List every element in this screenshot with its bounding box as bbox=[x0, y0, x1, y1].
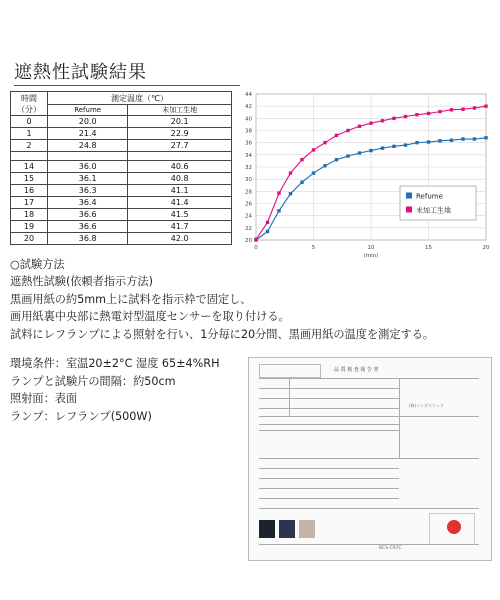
time-cell: 17 bbox=[11, 197, 48, 209]
method-line: 黒画用紙の約5mm上に試料を指示枠で固定し、 bbox=[10, 292, 252, 306]
data-point-untreated bbox=[404, 115, 407, 118]
refume-cell: 36.0 bbox=[48, 161, 128, 173]
untreated-cell: 42.0 bbox=[128, 233, 232, 245]
y-tick-label: 24 bbox=[245, 213, 252, 220]
results-table bbox=[10, 91, 232, 245]
time-cell: 18 bbox=[11, 209, 48, 221]
report-seal-icon bbox=[447, 520, 461, 534]
data-point-untreated bbox=[369, 122, 372, 125]
time-cell: 14 bbox=[11, 161, 48, 173]
y-tick-label: 20 bbox=[245, 238, 252, 244]
inspection-report-image bbox=[248, 357, 492, 561]
table-row bbox=[11, 161, 232, 173]
legend-label: 未加工生地 bbox=[416, 206, 451, 215]
y-tick-label: 30 bbox=[245, 177, 252, 184]
y-tick-label: 44 bbox=[245, 92, 252, 98]
refume-column-header: Refume bbox=[48, 105, 128, 116]
page-title: 遮熱性試験結果 bbox=[14, 62, 147, 83]
data-point-untreated bbox=[254, 238, 257, 241]
data-point-refume bbox=[358, 151, 361, 154]
data-point-refume bbox=[335, 158, 338, 161]
report-divider bbox=[399, 378, 400, 458]
method-description bbox=[10, 273, 434, 343]
untreated-cell: 20.1 bbox=[128, 116, 232, 128]
refume-cell: 36.3 bbox=[48, 185, 128, 197]
table-row bbox=[11, 209, 232, 221]
refume-cell: 21.4 bbox=[48, 128, 128, 140]
report-divider bbox=[289, 378, 290, 416]
data-point-refume bbox=[266, 230, 269, 233]
untreated-cell: 22.9 bbox=[128, 128, 232, 140]
data-point-refume bbox=[369, 149, 372, 152]
x-tick-label: 20 bbox=[482, 245, 490, 251]
data-point-refume bbox=[346, 154, 349, 157]
table-row bbox=[11, 185, 232, 197]
data-point-untreated bbox=[312, 148, 315, 151]
report-rule bbox=[259, 378, 479, 379]
data-point-refume bbox=[427, 140, 430, 143]
data-point-untreated bbox=[323, 141, 326, 144]
report-stamp-box bbox=[259, 364, 321, 378]
fabric-swatch-black bbox=[259, 520, 275, 538]
data-point-refume bbox=[450, 139, 453, 142]
untreated-cell: 41.1 bbox=[128, 185, 232, 197]
report-rule bbox=[259, 416, 479, 417]
refume-cell: 24.8 bbox=[48, 140, 128, 152]
y-tick-label: 34 bbox=[245, 152, 252, 159]
time-cell: 20 bbox=[11, 233, 48, 245]
report-rule bbox=[259, 468, 399, 469]
table-row bbox=[11, 233, 232, 245]
legend-swatch bbox=[406, 207, 412, 213]
legend-label: Refume bbox=[416, 192, 443, 201]
untreated-cell: 27.7 bbox=[128, 140, 232, 152]
report-rule bbox=[259, 424, 399, 425]
untreated-cell: 40.6 bbox=[128, 161, 232, 173]
y-tick-label: 22 bbox=[245, 225, 252, 232]
data-point-refume bbox=[461, 137, 464, 140]
data-point-untreated bbox=[484, 104, 487, 107]
data-point-untreated bbox=[392, 117, 395, 120]
report-company: (株)インダスウッド bbox=[409, 403, 444, 408]
data-point-untreated bbox=[266, 221, 269, 224]
y-tick-label: 32 bbox=[245, 165, 252, 171]
time-header-line2: （分） bbox=[17, 104, 41, 114]
report-title: 品 質 検 査 報 告 書 bbox=[334, 367, 379, 373]
data-point-untreated bbox=[473, 106, 476, 109]
data-point-refume bbox=[300, 181, 303, 184]
report-rule bbox=[259, 544, 479, 545]
table-gap-row bbox=[11, 152, 232, 161]
data-point-untreated bbox=[346, 129, 349, 132]
data-point-untreated bbox=[438, 110, 441, 113]
data-point-refume bbox=[473, 137, 476, 140]
data-point-refume bbox=[289, 192, 292, 195]
y-tick-label: 36 bbox=[245, 140, 252, 147]
untreated-cell: 41.7 bbox=[128, 221, 232, 233]
y-tick-label: 38 bbox=[245, 128, 252, 135]
data-point-refume bbox=[392, 145, 395, 148]
title-underline bbox=[14, 85, 240, 86]
time-cell: 1 bbox=[11, 128, 48, 140]
data-point-untreated bbox=[461, 108, 464, 111]
data-point-untreated bbox=[358, 125, 361, 128]
condition-line: ランプ：レフランプ(500W) bbox=[10, 409, 152, 423]
report-number: BCS-C97C bbox=[379, 546, 402, 551]
method-line: 遮熱性試験(依頼者指示方法) bbox=[10, 275, 153, 288]
fabric-swatch-navy bbox=[279, 520, 295, 538]
data-point-refume bbox=[381, 146, 384, 149]
data-point-refume bbox=[438, 139, 441, 142]
time-cell: 2 bbox=[11, 140, 48, 152]
report-rule bbox=[259, 498, 399, 499]
report-rule bbox=[259, 398, 399, 399]
table-row bbox=[11, 128, 232, 140]
condition-line: 照射面：表面 bbox=[10, 392, 78, 406]
table-row bbox=[11, 221, 232, 233]
data-point-refume bbox=[323, 164, 326, 167]
fabric-swatch-beige bbox=[299, 520, 315, 538]
table-row bbox=[11, 197, 232, 209]
data-point-untreated bbox=[415, 113, 418, 116]
untreated-cell: 41.4 bbox=[128, 197, 232, 209]
x-tick-label: 0 bbox=[254, 245, 258, 251]
table-row bbox=[11, 140, 232, 152]
time-cell: 19 bbox=[11, 221, 48, 233]
temperature-line-chart bbox=[232, 86, 498, 258]
table-row bbox=[11, 116, 232, 128]
report-rule bbox=[259, 408, 399, 409]
time-cell: 15 bbox=[11, 173, 48, 185]
data-point-untreated bbox=[427, 112, 430, 115]
y-tick-label: 40 bbox=[245, 116, 252, 123]
data-point-refume bbox=[484, 136, 487, 139]
data-point-untreated bbox=[450, 108, 453, 111]
x-tick-label: 10 bbox=[367, 245, 375, 251]
data-point-refume bbox=[312, 171, 315, 174]
refume-cell: 36.1 bbox=[48, 173, 128, 185]
untreated-cell: 41.5 bbox=[128, 209, 232, 221]
gap-cell bbox=[11, 152, 48, 161]
report-rule bbox=[259, 458, 479, 459]
time-cell: 16 bbox=[11, 185, 48, 197]
report-rule bbox=[259, 508, 479, 509]
data-point-refume bbox=[277, 209, 280, 212]
time-cell: 0 bbox=[11, 116, 48, 128]
report-rule bbox=[259, 478, 399, 479]
method-heading: ○試験方法 bbox=[10, 258, 65, 271]
x-axis-label: (min) bbox=[363, 253, 379, 258]
report-rule bbox=[259, 430, 399, 431]
report-rule bbox=[259, 488, 399, 489]
data-point-refume bbox=[404, 143, 407, 146]
refume-cell: 36.6 bbox=[48, 209, 128, 221]
refume-cell: 36.4 bbox=[48, 197, 128, 209]
time-header-line1: 時間 bbox=[21, 93, 37, 103]
y-tick-label: 42 bbox=[245, 104, 252, 111]
data-point-untreated bbox=[381, 119, 384, 122]
test-conditions bbox=[10, 355, 219, 425]
y-tick-label: 28 bbox=[245, 189, 252, 196]
refume-cell: 36.6 bbox=[48, 221, 128, 233]
refume-cell: 20.0 bbox=[48, 116, 128, 128]
method-line: 試料にレフランプによる照射を行い、1分毎に20分間、黒画用紙の温度を測定する。 bbox=[10, 327, 435, 341]
x-tick-label: 15 bbox=[425, 245, 432, 251]
table-row bbox=[11, 173, 232, 185]
legend-box bbox=[400, 186, 476, 220]
data-point-refume bbox=[415, 141, 418, 144]
method-line: 画用紙裏中央部に熱電対型温度センサーを取り付ける。 bbox=[10, 310, 290, 324]
gap-cell bbox=[128, 152, 232, 161]
data-point-untreated bbox=[335, 134, 338, 137]
refume-cell: 36.8 bbox=[48, 233, 128, 245]
x-tick-label: 5 bbox=[311, 245, 316, 251]
temperature-header: 測定温度（℃） bbox=[48, 92, 232, 105]
data-point-untreated bbox=[300, 158, 303, 161]
condition-line: ランプと試験片の間隔：約50cm bbox=[10, 374, 176, 388]
legend-swatch bbox=[406, 193, 412, 199]
untreated-cell: 40.8 bbox=[128, 173, 232, 185]
untreated-column-header: 未加工生地 bbox=[128, 105, 232, 116]
report-rule bbox=[259, 388, 399, 389]
time-header bbox=[11, 92, 48, 116]
data-point-untreated bbox=[289, 171, 292, 174]
data-point-untreated bbox=[277, 191, 280, 194]
y-tick-label: 26 bbox=[245, 201, 252, 208]
condition-line: 環境条件：室温20±2°C 湿度 65±4%RH bbox=[10, 357, 220, 370]
gap-cell bbox=[48, 152, 128, 161]
